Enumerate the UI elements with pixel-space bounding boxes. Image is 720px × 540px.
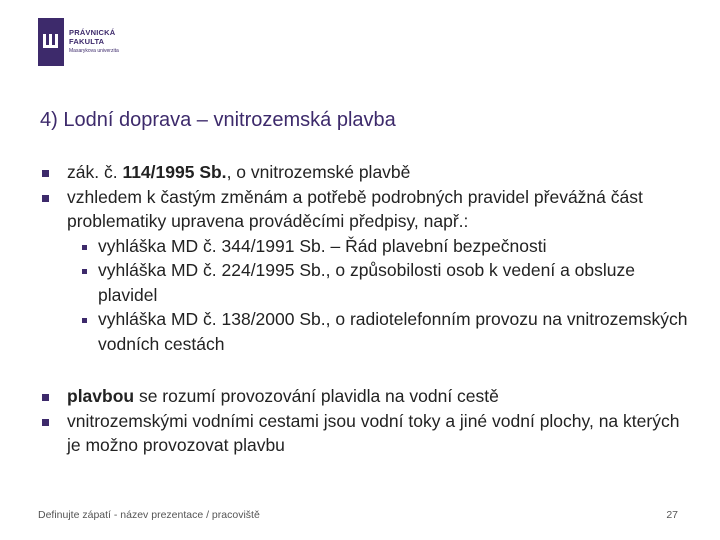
logo-university-name: Masarykova univerzita [69, 48, 119, 54]
item-text-strong: 114/1995 Sb. [122, 162, 227, 182]
slide-content [40, 160, 690, 458]
square-bullet-icon [42, 195, 49, 202]
item-text-strong: plavbou [67, 386, 135, 406]
page-number: 27 [666, 509, 678, 521]
square-bullet-icon [82, 318, 87, 323]
university-emblem-icon [38, 18, 64, 66]
list-item [40, 384, 690, 409]
item-text: vyhláška MD č. 224/1995 Sb., o způsobilosti osob k vedení a obsluze plavidel [98, 260, 635, 305]
list-item [40, 409, 690, 458]
list-item [40, 160, 690, 185]
item-text-post: , o vnitrozemské plavbě [226, 162, 411, 182]
list-item [40, 185, 690, 234]
sub-list-item [40, 234, 690, 259]
item-text: vyhláška MD č. 138/2000 Sb., o radiotelefonním provozu na vnitrozemských vodních cestách [98, 309, 688, 354]
logo-name-line2: FAKULTA [69, 37, 105, 46]
square-bullet-icon [42, 394, 49, 401]
square-bullet-icon [82, 269, 87, 274]
item-text-post: se rozumí provozování plavidla na vodní cestě [134, 386, 499, 406]
item-text: vyhláška MD č. 344/1991 Sb. – Řád plavební bezpečnosti [98, 235, 547, 256]
square-bullet-icon [42, 419, 49, 426]
logo-faculty-name [69, 28, 115, 46]
footer-text: Definujte zápatí - název prezentace / pracoviště [38, 509, 260, 521]
item-text: vnitrozemskými vodními cestami jsou vodní toky a jiné vodní plochy, na kterých je možno provozovat plavbu [67, 410, 680, 455]
square-bullet-icon [82, 245, 87, 250]
faculty-logo [38, 18, 158, 66]
item-text-pre: zák. č. [67, 162, 123, 182]
square-bullet-icon [42, 170, 49, 177]
slide-title: 4) Lodní doprava – vnitrozemská plavba [40, 109, 396, 131]
logo-name-line1: PRÁVNICKÁ [69, 28, 116, 37]
sub-list-item [40, 258, 690, 307]
sub-list-item [40, 307, 690, 356]
item-text: vzhledem k častým změnám a potřebě podrobných pravidel převážná část problematiky upravena prováděcími předpisy, např.: [67, 186, 643, 231]
